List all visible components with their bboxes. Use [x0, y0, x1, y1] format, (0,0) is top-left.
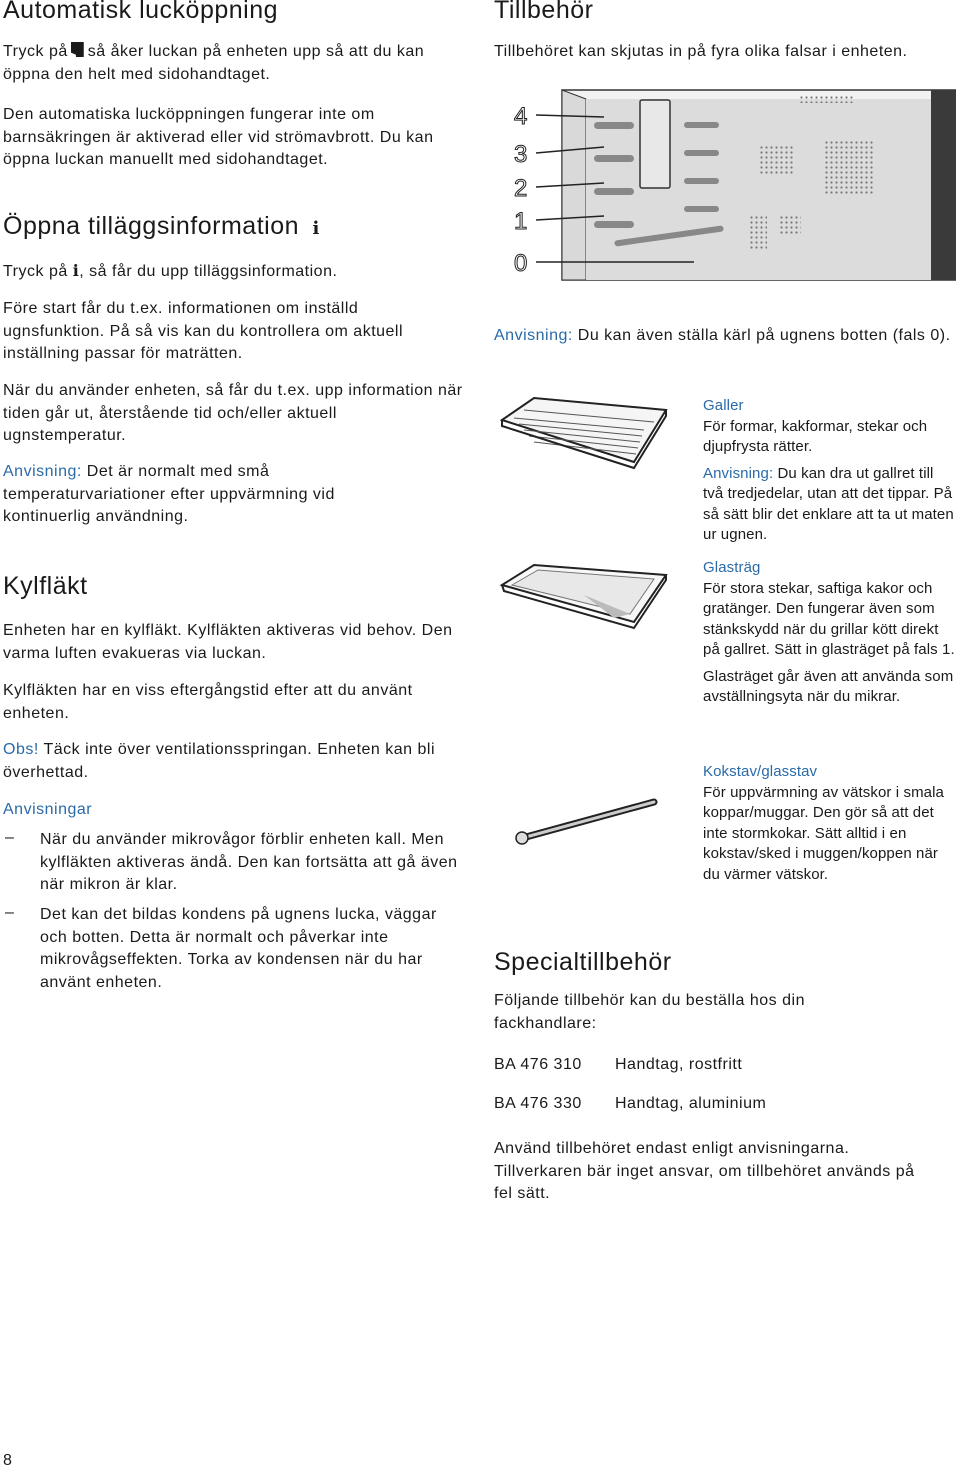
vent-dots-top: [799, 95, 854, 103]
bullet-dash: –: [5, 904, 14, 921]
special-code: BA 476 310: [494, 1056, 582, 1073]
heading-accessories: Tillbehör: [494, 0, 594, 24]
auto-door-paragraph-1: Tryck på så åker luckan på enheten upp så att du kan öppna den helt med sidohandtaget.: [3, 43, 425, 83]
fan-warning: Obs! Täck inte över ventilationsspringan. Enheten kan bli överhettad.: [3, 741, 435, 781]
shelf-level-labels: [514, 103, 527, 277]
oven-back-wall: [586, 99, 931, 280]
heading-auto-door: Automatisk lucköppning: [3, 0, 279, 24]
info-paragraph-2: Före start får du t.ex. informationen om inställd ugnsfunktion. På så vis kan du kontrollera om aktuell inställning passar för maträtten.: [3, 300, 404, 362]
fan-note-1: När du använder mikrovågor förblir enheten kall. Men kylfläkten aktiveras ändå. Den kan fortsätta att gå även när mikron är klar.: [40, 831, 458, 893]
auto-door-paragraph-2: Den automatiska lucköppningen fungerar inte om barnsäkringen är aktiverad eller vid strömavbrott. Du kan öppna luckan manuellt med sidohandtaget.: [3, 106, 434, 168]
fan-note-2: Det kan det bildas kondens på ugnens lucka, väggar och botten. Detta är normalt och påverkar inte mikrovågseffekten. Torka av kondensen när du har använt enheten.: [40, 906, 437, 991]
note-label: Anvisning:: [494, 327, 573, 344]
warning-label: Obs!: [3, 741, 39, 758]
item-glass-tray: [703, 558, 956, 708]
vent-dots-bottom: [779, 215, 801, 235]
boiling-rod-illustration: [494, 790, 674, 860]
special-name: Handtag, aluminium: [615, 1095, 767, 1112]
info-paragraph-1: Tryck på i, så får du upp tilläggsinformation.: [3, 261, 338, 280]
vent-dots-left: [749, 215, 767, 250]
wire-rack-illustration: [494, 390, 674, 480]
special-code: BA 476 330: [494, 1095, 582, 1112]
shelf-level-2: 2: [514, 175, 528, 202]
item-desc: För uppvärmning av vätskor i smala koppar/muggar. Den gör så att det inte stormkokar. Sätt alltid i en kokstav/sked i muggen/koppen när du värmer vätskor.: [703, 783, 944, 883]
heading-fan: Kylfläkt: [3, 572, 88, 600]
shelf-level-4: 4: [514, 103, 528, 130]
bullet-dash: –: [5, 829, 14, 846]
info-icon: i: [312, 218, 320, 239]
item-note: Anvisning: Du kan dra ut gallret till två tredjedelar, utan att det tippar. På så sätt blir det enklare att ta ut maten ur ugnen.: [703, 464, 954, 543]
note-label: Anvisning:: [3, 463, 82, 480]
vent-dots-large: [824, 140, 874, 195]
fan-paragraph-1: Enheten har en kylfläkt. Kylfläkten aktiveras vid behov. Den varma luften evakueras via luckan.: [3, 622, 453, 662]
item-desc: För formar, kakformar, stekar och djupfrysta rätter.: [703, 417, 928, 455]
special-name: Handtag, rostfritt: [615, 1056, 743, 1073]
item-rod: [703, 762, 956, 885]
shelf-level-0: 0: [514, 250, 528, 277]
glass-tray-illustration: [494, 560, 674, 640]
special-paragraph-1: Följande tillbehör kan du beställa hos din fackhandlare:: [494, 992, 805, 1032]
heading-info: Öppna tilläggsinformation i: [3, 212, 320, 240]
heading-special-accessories: Specialtillbehör: [494, 948, 672, 976]
accessories-paragraph: Tillbehöret kan skjutas in på fyra olika falsar i enheten.: [494, 43, 908, 60]
item-extra: Glasträget går även att använda som avställningsyta när du mikrar.: [703, 667, 954, 705]
item-galler: [703, 396, 956, 546]
vent-dots-small: [759, 145, 794, 175]
info-icon-inline: i: [72, 261, 80, 280]
info-paragraph-3: När du använder enheten, så får du t.ex. upp information när tiden går ut, återstående tid och/eller aktuell ugnstemperatur.: [3, 382, 463, 444]
special-paragraph-2: Använd tillbehöret endast enligt anvisningarna. Tillverkaren bär inget ansvar, om tillbehöret används på fel sätt.: [494, 1140, 915, 1202]
door-open-icon: [71, 42, 84, 57]
info-note: Anvisning: Det är normalt med små temperaturvariationer efter uppvärmning vid kontinuerlig användning.: [3, 463, 335, 525]
fan-paragraph-2: Kylfläkten har en viss eftergångstid efter att du använt enheten.: [3, 682, 413, 722]
accessories-note: Anvisning: Du kan även ställa kärl på ugnens botten (fals 0).: [494, 327, 951, 344]
item-title: Galler: [703, 397, 744, 414]
oven-door-edge: [931, 90, 956, 280]
fan-notes-title: Anvisningar: [3, 801, 93, 818]
shelf-level-1: 1: [514, 208, 528, 235]
shelf-level-3: 3: [514, 141, 528, 168]
item-desc: För stora stekar, saftiga kakor och gratänger. Den fungerar även som stänkskydd när du grillar kött direkt på gallret. Sätt in glasträget på fals 1.: [703, 579, 955, 658]
item-title: Glasträg: [703, 559, 761, 576]
oven-shelf-diagram: [494, 85, 956, 285]
page-number: 8: [3, 1452, 12, 1469]
oven-lamp: [640, 100, 670, 188]
item-title: Kokstav/glasstav: [703, 763, 818, 780]
